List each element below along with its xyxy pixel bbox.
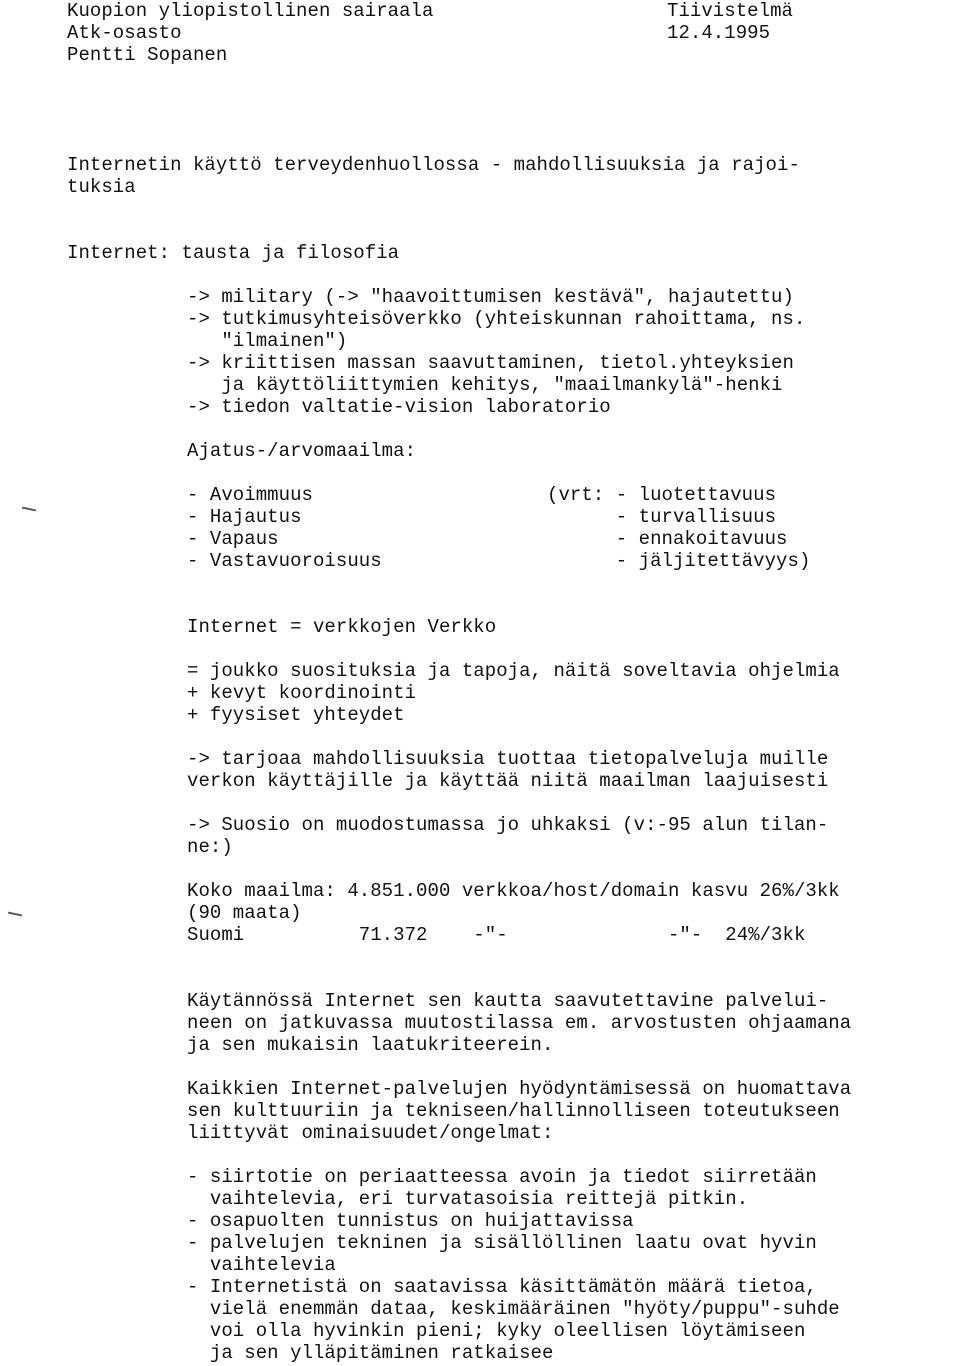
definition-line: + fyysiset yhteydet <box>187 704 405 726</box>
problem-line: ja sen ylläpitäminen ratkaisee <box>187 1342 554 1364</box>
problem-line: - osapuolten tunnistus on huijattavissa <box>187 1210 634 1232</box>
scan-mark <box>22 507 36 512</box>
definition-line: = joukko suosituksia ja tapoja, näitä soveltavia ohjelmia <box>187 660 840 682</box>
stats-world: Koko maailma: 4.851.000 verkkoa/host/domain kasvu 26%/3kk <box>187 880 840 902</box>
contrast-value-item: - ennakoitavuus <box>547 528 788 550</box>
values-heading: Ajatus-/arvomaailma: <box>187 440 417 462</box>
contrast-value-item: - turvallisuus <box>547 506 777 528</box>
stats-finland: Suomi 71.372 -"- -"- 24%/3kk <box>187 924 806 946</box>
background-line: -> kriittisen massan saavuttaminen, tietol.yhteyksien <box>187 352 794 374</box>
background-line: -> military (-> "haavoittumisen kestävä", hajautettu) <box>187 286 794 308</box>
problem-line: - siirtotie on periaatteessa avoin ja tiedot siirretään <box>187 1166 817 1188</box>
problem-line: - Internetistä on saatavissa käsittämätön määrä tietoa, <box>187 1276 817 1298</box>
background-line: -> tutkimusyhteisöverkko (yhteiskunnan rahoittama, ns. <box>187 308 806 330</box>
problem-line: voi olla hyvinkin pieni; kyky oleellisen löytämiseen <box>187 1320 806 1342</box>
problem-line: - palvelujen tekninen ja sisällöllinen laatu ovat hyvin <box>187 1232 817 1254</box>
culture-line: sen kulttuuriin ja tekniseen/hallinnolliseen toteutukseen <box>187 1100 840 1122</box>
scan-mark <box>8 912 22 917</box>
doc-title-line-2: tuksia <box>67 176 136 198</box>
culture-line: liittyvät ominaisuudet/ongelmat: <box>187 1122 554 1144</box>
problem-line: vaihtelevia <box>187 1254 336 1276</box>
section-heading-background: Internet: tausta ja filosofia <box>67 242 400 264</box>
doc-title-line-1: Internetin käyttö terveydenhuollossa - mahdollisuuksia ja rajoi- <box>67 154 800 176</box>
value-item: - Hajautus <box>187 506 302 528</box>
value-item: - Avoimmuus <box>187 484 313 506</box>
contrast-value-item: (vrt: - luotettavuus <box>547 484 777 506</box>
header-author: Pentti Sopanen <box>67 44 228 66</box>
value-item: - Vapaus <box>187 528 279 550</box>
offer-line: -> tarjoaa mahdollisuuksia tuottaa tietopalveluja muille <box>187 748 829 770</box>
stats-world-note: (90 maata) <box>187 902 302 924</box>
background-line: "ilmainen") <box>187 330 348 352</box>
header-org: Kuopion yliopistollinen sairaala <box>67 0 434 22</box>
practice-line: ja sen mukaisin laatukriteerein. <box>187 1034 554 1056</box>
contrast-value-item: - jäljitettävyys) <box>547 550 811 572</box>
header-dept: Atk-osasto <box>67 22 182 44</box>
culture-line: Kaikkien Internet-palvelujen hyödyntämisessä on huomattava <box>187 1078 852 1100</box>
definition-line: + kevyt koordinointi <box>187 682 417 704</box>
problem-line: vaihtelevia, eri turvatasoisia reittejä pitkin. <box>187 1188 749 1210</box>
practice-line: neen on jatkuvassa muutostilassa em. arvostusten ohjaamana <box>187 1012 852 1034</box>
practice-line: Käytännössä Internet sen kautta saavutettavine palvelui- <box>187 990 829 1012</box>
popularity-line: ne:) <box>187 836 233 858</box>
popularity-line: -> Suosio on muodostumassa jo uhkaksi (v:-95 alun tilan- <box>187 814 829 836</box>
header-date: 12.4.1995 <box>667 22 771 44</box>
background-line: ja käyttöliittymien kehitys, "maailmankylä"-henki <box>187 374 783 396</box>
problem-line: vielä enemmän dataa, keskimääräinen "hyöty/puppu"-suhde <box>187 1298 840 1320</box>
value-item: - Vastavuoroisuus <box>187 550 382 572</box>
offer-line: verkon käyttäjille ja käyttää niitä maailman laajuisesti <box>187 770 829 792</box>
internet-definition-heading: Internet = verkkojen Verkko <box>187 616 497 638</box>
background-line: -> tiedon valtatie-vision laboratorio <box>187 396 611 418</box>
header-doc-type: Tiivistelmä <box>667 0 793 22</box>
